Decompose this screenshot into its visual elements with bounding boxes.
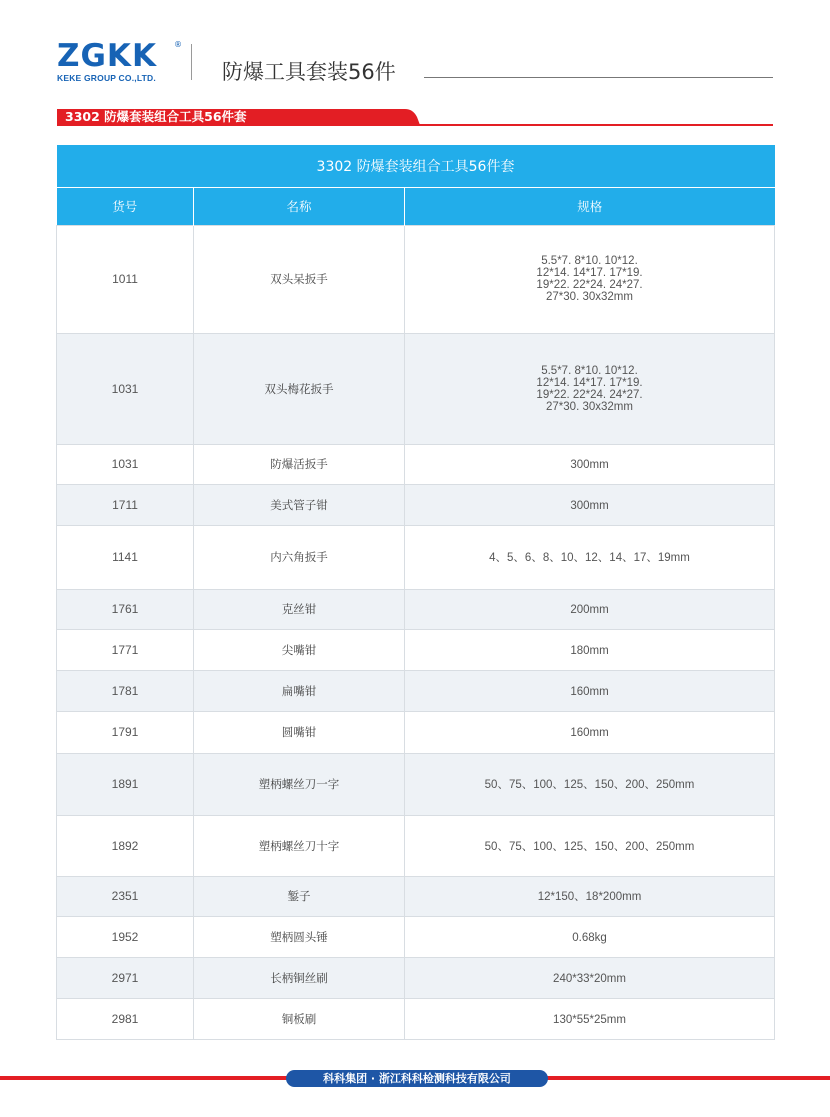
cell-name: 塑柄螺丝刀一字 (194, 753, 405, 815)
spec-text (570, 459, 608, 471)
spec-text (553, 973, 626, 985)
table-row (57, 444, 775, 484)
cell-spec (405, 876, 775, 916)
table-row (57, 711, 775, 753)
column-header-spec: 规格 (405, 187, 775, 225)
spec-line: 27*30. 30x32mm (546, 400, 633, 413)
spec-text (536, 255, 642, 303)
cell-spec (405, 815, 775, 876)
cell-name: 长柄铜丝刷 (194, 957, 405, 998)
cell-spec (405, 333, 775, 444)
cell-code: 1781 (57, 670, 194, 711)
spec-line: 27*30. 30x32mm (546, 291, 633, 303)
table-row (57, 815, 775, 876)
cell-code: 1141 (57, 525, 194, 589)
spec-text (538, 891, 642, 903)
product-table (56, 145, 774, 1040)
spec-text (570, 686, 608, 698)
cell-spec (405, 225, 775, 333)
cell-code: 2351 (57, 876, 194, 916)
cell-spec (405, 711, 775, 753)
cell-spec (405, 444, 775, 484)
page-title: 防爆工具套装56件 (222, 60, 396, 84)
cell-name: 錾子 (194, 876, 405, 916)
cell-name: 防爆活扳手 (194, 444, 405, 484)
spec-line: 180mm (570, 644, 609, 657)
spec-line: 19*22. 22*24. 24*27. (536, 388, 643, 401)
cell-name: 圆嘴钳 (194, 711, 405, 753)
table-row (57, 916, 775, 957)
spec-line: 160mm (570, 727, 609, 739)
cell-name: 克丝钳 (194, 589, 405, 629)
table-row (57, 670, 775, 711)
spec-line: 19*22. 22*24. 24*27. (536, 279, 643, 291)
cell-spec (405, 753, 775, 815)
header-divider (191, 44, 192, 80)
spec-line: 300mm (570, 459, 609, 471)
cell-name: 双头梅花扳手 (194, 333, 405, 444)
spec-text (570, 604, 608, 616)
spec-line: 0.68kg (572, 931, 607, 944)
spec-text (489, 552, 690, 564)
cell-spec (405, 484, 775, 525)
spec-line: 12*150、18*200mm (537, 891, 642, 903)
table-row (57, 525, 775, 589)
cell-name: 扁嘴钳 (194, 670, 405, 711)
table-row (57, 589, 775, 629)
spec-text (572, 932, 607, 944)
cell-code: 1031 (57, 333, 194, 444)
cell-name: 塑柄螺丝刀十字 (194, 815, 405, 876)
spec-line: 12*14. 14*17. 17*19. (536, 376, 643, 389)
section-banner-label: 3302 防爆套装组合工具56件套 (65, 109, 247, 124)
logo-wordmark: ZGKK (57, 38, 157, 74)
spec-text (536, 365, 642, 413)
table-row (57, 225, 775, 333)
cell-code: 1891 (57, 753, 194, 815)
cell-name: 内六角扳手 (194, 525, 405, 589)
spec-text (570, 500, 608, 512)
section-banner (57, 109, 420, 125)
table-row (57, 753, 775, 815)
spec-line: 4、5、6、8、10、12、14、17、19mm (489, 552, 690, 564)
footer-company-name: 科科集团 · 浙江科科检测科技有限公司 (286, 1070, 548, 1087)
table-body (57, 225, 775, 1039)
table-row (57, 998, 775, 1039)
spec-line: 50、75、100、125、150、200、250mm (484, 840, 695, 853)
spec-line: 130*55*25mm (553, 1013, 626, 1026)
spec-text (570, 645, 608, 657)
cell-code: 1031 (57, 444, 194, 484)
cell-spec (405, 525, 775, 589)
cell-spec (405, 998, 775, 1039)
spec-line: 160mm (570, 685, 609, 698)
cell-spec (405, 957, 775, 998)
spec-line: 200mm (570, 604, 609, 616)
table-row (57, 957, 775, 998)
cell-code: 1711 (57, 484, 194, 525)
spec-text (553, 1014, 626, 1026)
cell-name: 美式管子钳 (194, 484, 405, 525)
registered-mark: ® (174, 40, 182, 49)
cell-name: 铜板刷 (194, 998, 405, 1039)
cell-code: 2971 (57, 957, 194, 998)
spec-text (570, 727, 608, 739)
cell-name: 双头呆扳手 (194, 225, 405, 333)
header-rule (424, 77, 773, 78)
logo-subtitle: KEKE GROUP CO.,LTD. (57, 73, 156, 83)
table-row (57, 876, 775, 916)
spec-line: 50、75、100、125、150、200、250mm (484, 779, 695, 791)
column-header-code: 货号 (57, 187, 194, 225)
table-row (57, 333, 775, 444)
spec-line: 5.5*7. 8*10. 10*12. (541, 364, 638, 377)
cell-spec (405, 629, 775, 670)
cell-code: 2981 (57, 998, 194, 1039)
table-row (57, 484, 775, 525)
cell-name: 塑柄圆头锤 (194, 916, 405, 957)
cell-code: 1771 (57, 629, 194, 670)
cell-spec (405, 916, 775, 957)
spec-text (485, 841, 695, 853)
cell-spec (405, 670, 775, 711)
company-logo (57, 40, 182, 86)
spec-text (485, 779, 695, 791)
cell-code: 1011 (57, 225, 194, 333)
table-row (57, 629, 775, 670)
cell-code: 1892 (57, 815, 194, 876)
column-header-name: 名称 (194, 187, 405, 225)
cell-code: 1952 (57, 916, 194, 957)
spec-line: 300mm (570, 499, 609, 512)
spec-line: 5.5*7. 8*10. 10*12. (541, 255, 638, 267)
spec-line: 240*33*20mm (553, 972, 626, 985)
cell-spec (405, 589, 775, 629)
spec-line: 12*14. 14*17. 17*19. (536, 267, 643, 279)
cell-code: 1791 (57, 711, 194, 753)
table-title: 3302 防爆套装组合工具56件套 (57, 145, 775, 187)
cell-code: 1761 (57, 589, 194, 629)
cell-name: 尖嘴钳 (194, 629, 405, 670)
